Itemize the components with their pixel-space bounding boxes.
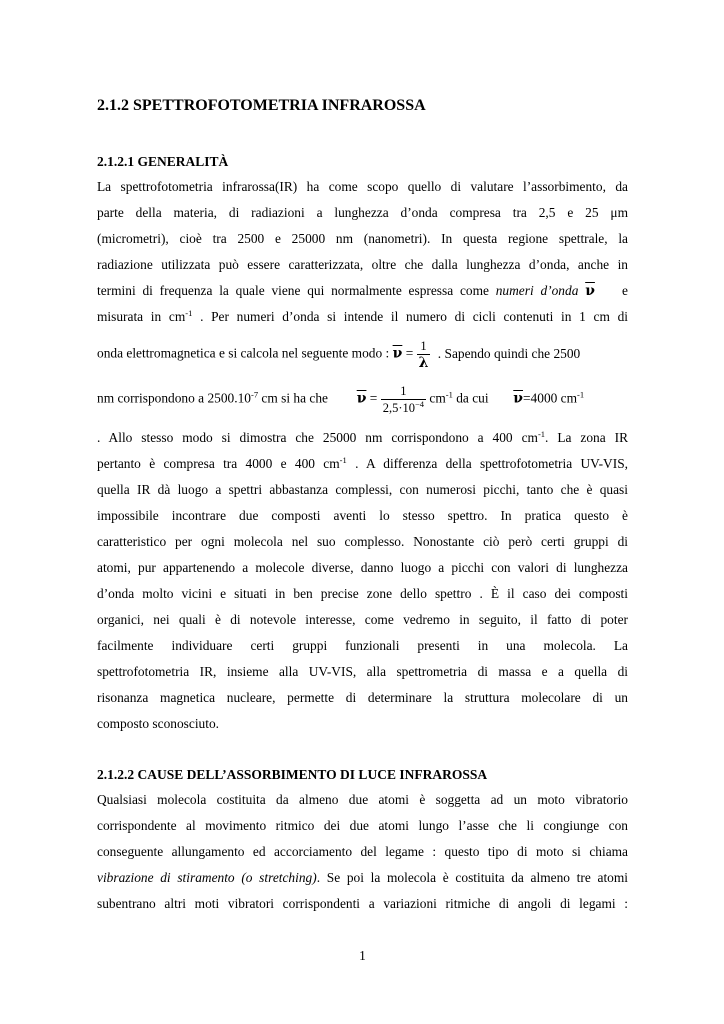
text-line: caratteristico per ogni molecola nel suo complesso. Nonostante ciò però certi gruppi di xyxy=(97,534,628,549)
term-vibrazione-stiramento: vibrazione di stiramento (o stretching) xyxy=(97,870,317,885)
nu-symbol: $\overline{\nu}$ xyxy=(392,345,403,362)
text-line: (micrometri), cioè tra 2500 e 25000 nm (nanometri). In questa regione spettrale, la xyxy=(97,231,628,246)
text-line: impossibile incontrare due composti aventi lo stesso spettro. In pratica questo è xyxy=(97,508,628,523)
nu-symbol: $\overline{\nu}$ xyxy=(356,390,367,407)
text-line: termini di frequenza la quale viene qui normalmente espressa come numeri d’onda $\overline{\nu}$ e xyxy=(97,283,628,299)
formula-wavenumber-calculation: nm corrispondono a $2500.10^{-7}$ cm si ha che $\overline{\nu}$ = $\frac{1}{2,5\cdot 10^{-4}}$ $cm^{-1}$ da cui $\overline{\nu}=4000$ $cm^{-1}$ xyxy=(97,384,585,415)
term-numeri-d-onda: numeri d’onda xyxy=(495,283,579,298)
text-line: subentrano altri moti vibratori corrispondenti a variazioni ritmiche di angoli di legami : xyxy=(97,896,628,911)
text-line: composto sconosciuto. xyxy=(97,716,219,731)
text-line: d’onda molto vicini e situati in ben precise zone dello spettro . È il caso dei composti xyxy=(97,586,628,601)
text-line: radiazione utilizzata può essere caratterizzata, oltre che dalla lunghezza d’onda, anche in xyxy=(97,257,628,272)
text-line: . Allo stesso modo si dimostra che 25000 nm corrispondono a 400 $cm^{-1}$. La zona IR xyxy=(97,429,628,445)
text-line: misurata in $cm^{-1}$ . Per numeri d’onda si intende il numero di cicli contenuti in 1 cm di xyxy=(97,308,628,324)
fraction-one-over-lambda: $\frac{1}{\lambda}$ xyxy=(418,339,429,371)
text-line: quella IR dà luogo a spettri abbastanza complessi, con numerosi picchi, tanto che è quasi xyxy=(97,482,628,497)
nu-symbol: $\overline{\nu}$ xyxy=(513,390,523,407)
text-line: spettrofotometria IR, insieme alla UV-VIS, alla spettrometria di massa e a quella di xyxy=(97,664,628,679)
chapter-title: 2.1.2 SPETTROFOTOMETRIA INFRAROSSA xyxy=(97,97,426,114)
fraction-one-over-2-5e-4: $\frac{1}{2,5\cdot 10^{-4}}$ xyxy=(382,384,425,415)
section-heading-generalita: 2.1.2.1 GENERALITÀ xyxy=(97,154,229,169)
text-line: risonanza magnetica nucleare, permette di determinare la struttura molecolare di un xyxy=(97,690,628,705)
text-line: organici, nei quali è di notevole interesse, come vedremo in seguito, il fatto di poter xyxy=(97,612,628,627)
text-line: atomi, pur appartenendo a molecole diverse, danno luogo a picchi con valori di lunghezza xyxy=(97,560,628,575)
paragraph-generalita-part1 xyxy=(97,174,628,330)
text-line: conseguente allungamento ed accorciamento del legame : questo tipo di moto si chiama xyxy=(97,844,628,859)
text-line: vibrazione di stiramento (o stretching). Se poi la molecola è costituita da almeno tre atomi xyxy=(97,870,628,885)
text-line: La spettrofotometria infrarossa(IR) ha come scopo quello di valutare l’assorbimento, da xyxy=(97,179,628,194)
paragraph-cause-assorbimento xyxy=(97,787,628,917)
text-line: pertanto è compresa tra 4000 e 400 $cm^{-1}$ . A differenza della spettrofotometria UV-VIS, xyxy=(97,455,628,471)
nu-symbol: $\overline{\nu}$ xyxy=(585,283,595,299)
page-number: 1 xyxy=(359,948,366,963)
formula-wavenumber-definition: onda elettromagnetica e si calcola nel seguente modo : $\overline{\nu}$ = $\frac{1}{\lambda}$ . Sapendo quindi che 2500 xyxy=(97,339,581,371)
text-line: corrispondente al movimento ritmico dei due atomi lungo l’asse che li congiunge con xyxy=(97,818,628,833)
text-line: Qualsiasi molecola costituita da almeno due atomi è soggetta ad un moto vibratorio xyxy=(97,792,628,807)
document-page xyxy=(97,0,628,1024)
section-heading-cause-assorbimento: 2.1.2.2 CAUSE DELL’ASSORBIMENTO DI LUCE INFRAROSSA xyxy=(97,767,488,782)
paragraph-generalita-part2 xyxy=(97,425,628,737)
text-line: parte della materia, di radiazioni a lunghezza d’onda compresa tra 2,5 e 25 μm xyxy=(97,205,628,220)
text-line: facilmente individuare certi gruppi funzionali presenti in una molecola. La xyxy=(97,638,628,653)
